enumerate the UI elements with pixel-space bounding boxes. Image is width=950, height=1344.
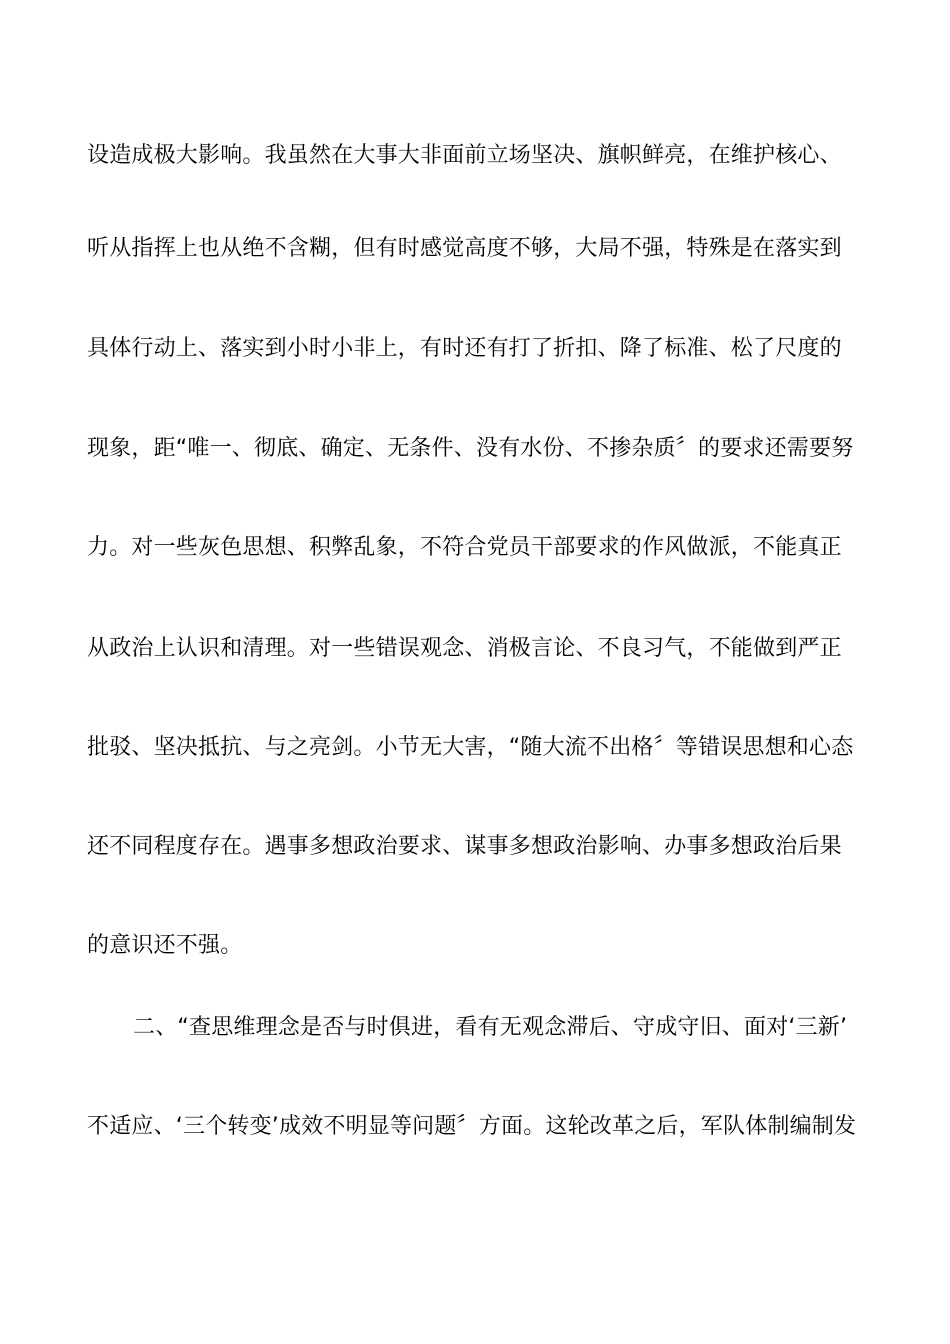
paragraph-line: 不适应、‘三个转变’成效不明显等问题〞方面。这轮改革之后，军队体制编制发	[87, 1114, 857, 1139]
paragraph-line: 现象，距“唯一、彻底、确定、无条件、没有水份、不掺杂质〞的要求还需要努	[87, 436, 854, 461]
paragraph-line: 听从指挥上也从绝不含糊，但有时感觉高度不够，大局不强，特殊是在落实到	[87, 236, 842, 261]
paragraph-line: 具体行动上、落实到小时小非上，有时还有打了折扣、降了标准、松了尺度的	[87, 336, 842, 361]
paragraph-line: 力。对一些灰色思想、积弊乱象，不符合党员干部要求的作风做派，不能真正	[87, 535, 842, 560]
paragraph-line: 的意识还不强。	[87, 933, 243, 958]
paragraph-line: 从政治上认识和清理。对一些错误观念、消极言论、不良习气，不能做到严正	[87, 636, 842, 661]
paragraph-line: 设造成极大影响。我虽然在大事大非面前立场坚决、旗帜鲜亮，在维护核心、	[87, 143, 842, 168]
paragraph-line: 批驳、坚决抵抗、与之亮剑。小节无大害，“随大流不出格〞等错误思想和心态	[87, 735, 854, 760]
paragraph-line: 还不同程度存在。遇事多想政治要求、谋事多想政治影响、办事多想政治后果	[87, 834, 842, 859]
section-heading-line: 二、“查思维理念是否与时俱进，看有无观念滞后、守成守旧、面对‘三新’	[133, 1015, 848, 1040]
